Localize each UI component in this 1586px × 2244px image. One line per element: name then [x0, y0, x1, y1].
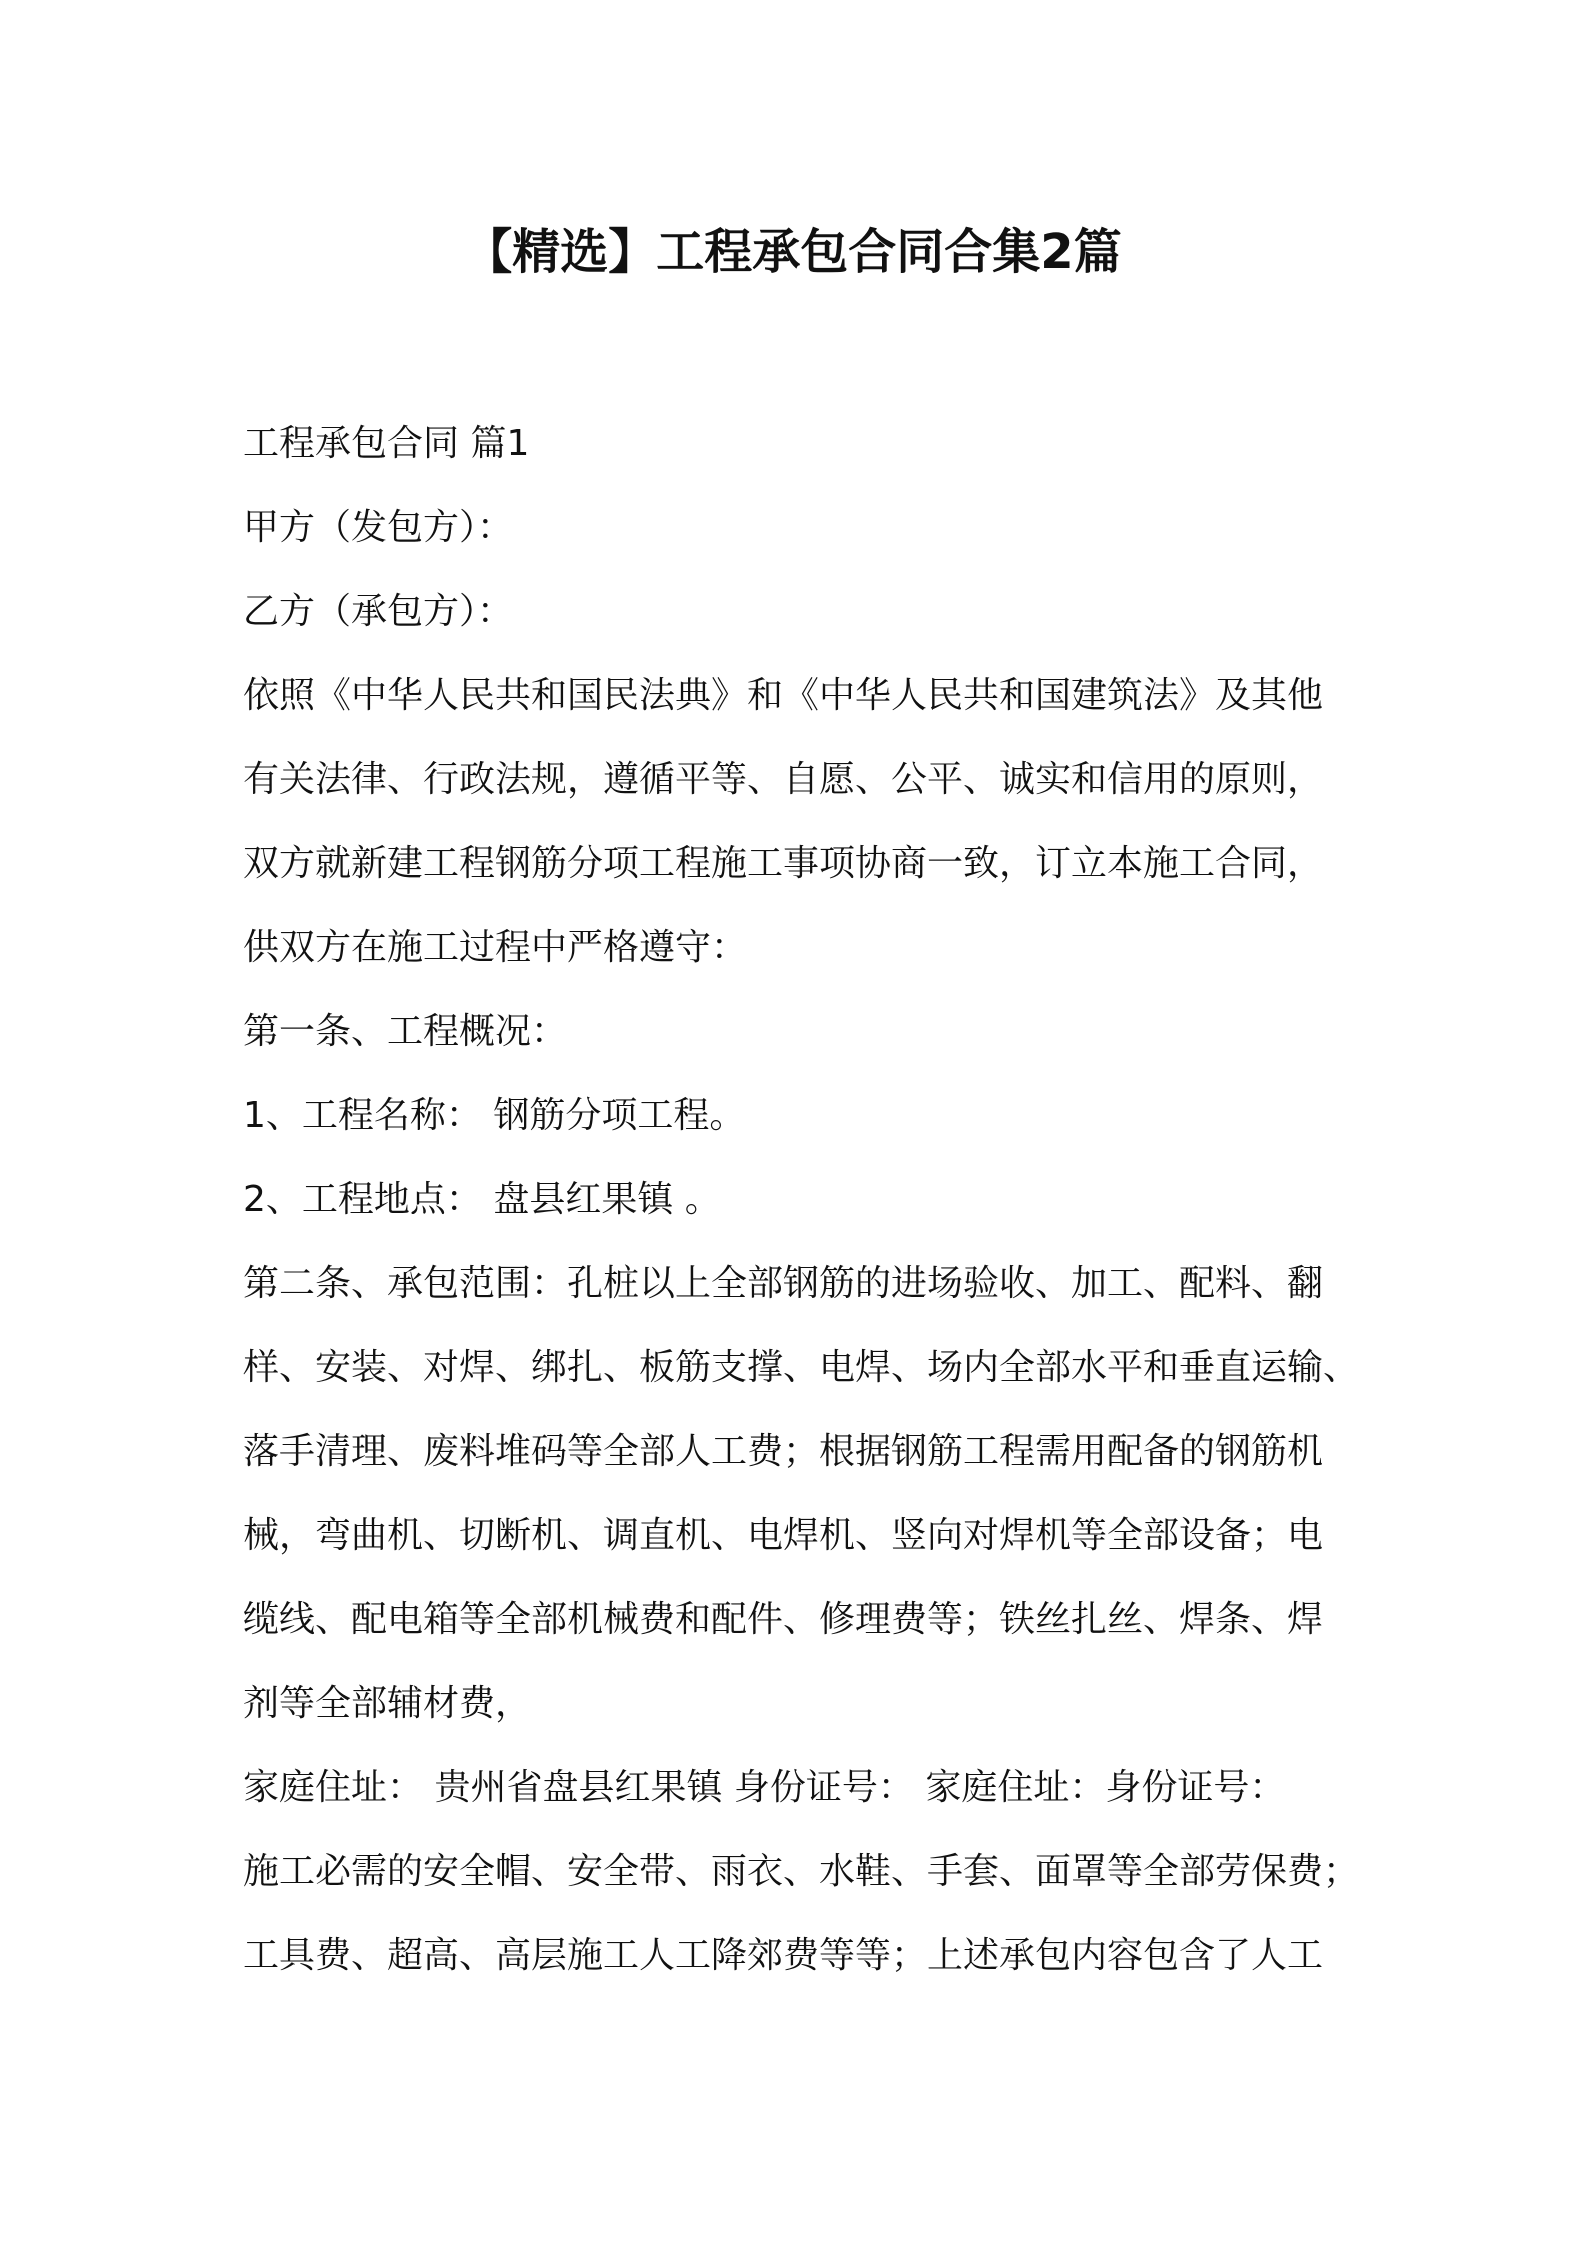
address-id-line: 家庭住址： 贵州省盘县红果镇 身份证号： 家庭住址：身份证号： — [243, 1767, 1286, 1808]
article-1-heading: 第一条、工程概况： — [243, 1011, 568, 1052]
paragraph-line: 样、安装、对焊、绑扎、板筋支撑、电焊、场内全部水平和垂直运输、 — [243, 1347, 1360, 1388]
paragraph-line: 依照《中华人民共和国民法典》和《中华人民共和国建筑法》及其他 — [243, 675, 1324, 716]
paragraph-line: 落手清理、废料堆码等全部人工费；根据钢筋工程需用配备的钢筋机 — [243, 1431, 1324, 1472]
article-2-line: 第二条、承包范围：孔桩以上全部钢筋的进场验收、加工、配料、翻 — [243, 1263, 1324, 1304]
paragraph-line: 工具费、超高、高层施工人工降郊费等等；上述承包内容包含了人工 — [243, 1935, 1324, 1976]
party-a-line: 甲方（发包方）： — [243, 507, 514, 548]
paragraph-line: 缆线、配电箱等全部机械费和配件、修理费等；铁丝扎丝、焊条、焊 — [243, 1599, 1324, 1640]
paragraph-line: 剂等全部辅材费， — [243, 1683, 532, 1724]
section-heading-1: 工程承包合同 篇1 — [243, 423, 530, 464]
paragraph-line: 有关法律、行政法规，遵循平等、自愿、公平、诚实和信用的原则， — [243, 759, 1324, 800]
project-location-line: 2、工程地点： 盘县红果镇 。 — [243, 1179, 721, 1220]
party-b-line: 乙方（承包方）： — [243, 591, 514, 632]
paragraph-line: 施工必需的安全帽、安全带、雨衣、水鞋、手套、面罩等全部劳保费； — [243, 1851, 1360, 1892]
paragraph-line: 双方就新建工程钢筋分项工程施工事项协商一致，订立本施工合同， — [243, 843, 1324, 884]
document-body — [243, 402, 1363, 1998]
paragraph-line: 械，弯曲机、切断机、调直机、电焊机、竖向对焊机等全部设备；电 — [243, 1515, 1324, 1556]
project-name-line: 1、工程名称： 钢筋分项工程。 — [243, 1095, 746, 1136]
paragraph-line: 供双方在施工过程中严格遵守： — [243, 927, 748, 968]
document-title: 【精选】工程承包合同合集2篇 — [464, 224, 1122, 280]
